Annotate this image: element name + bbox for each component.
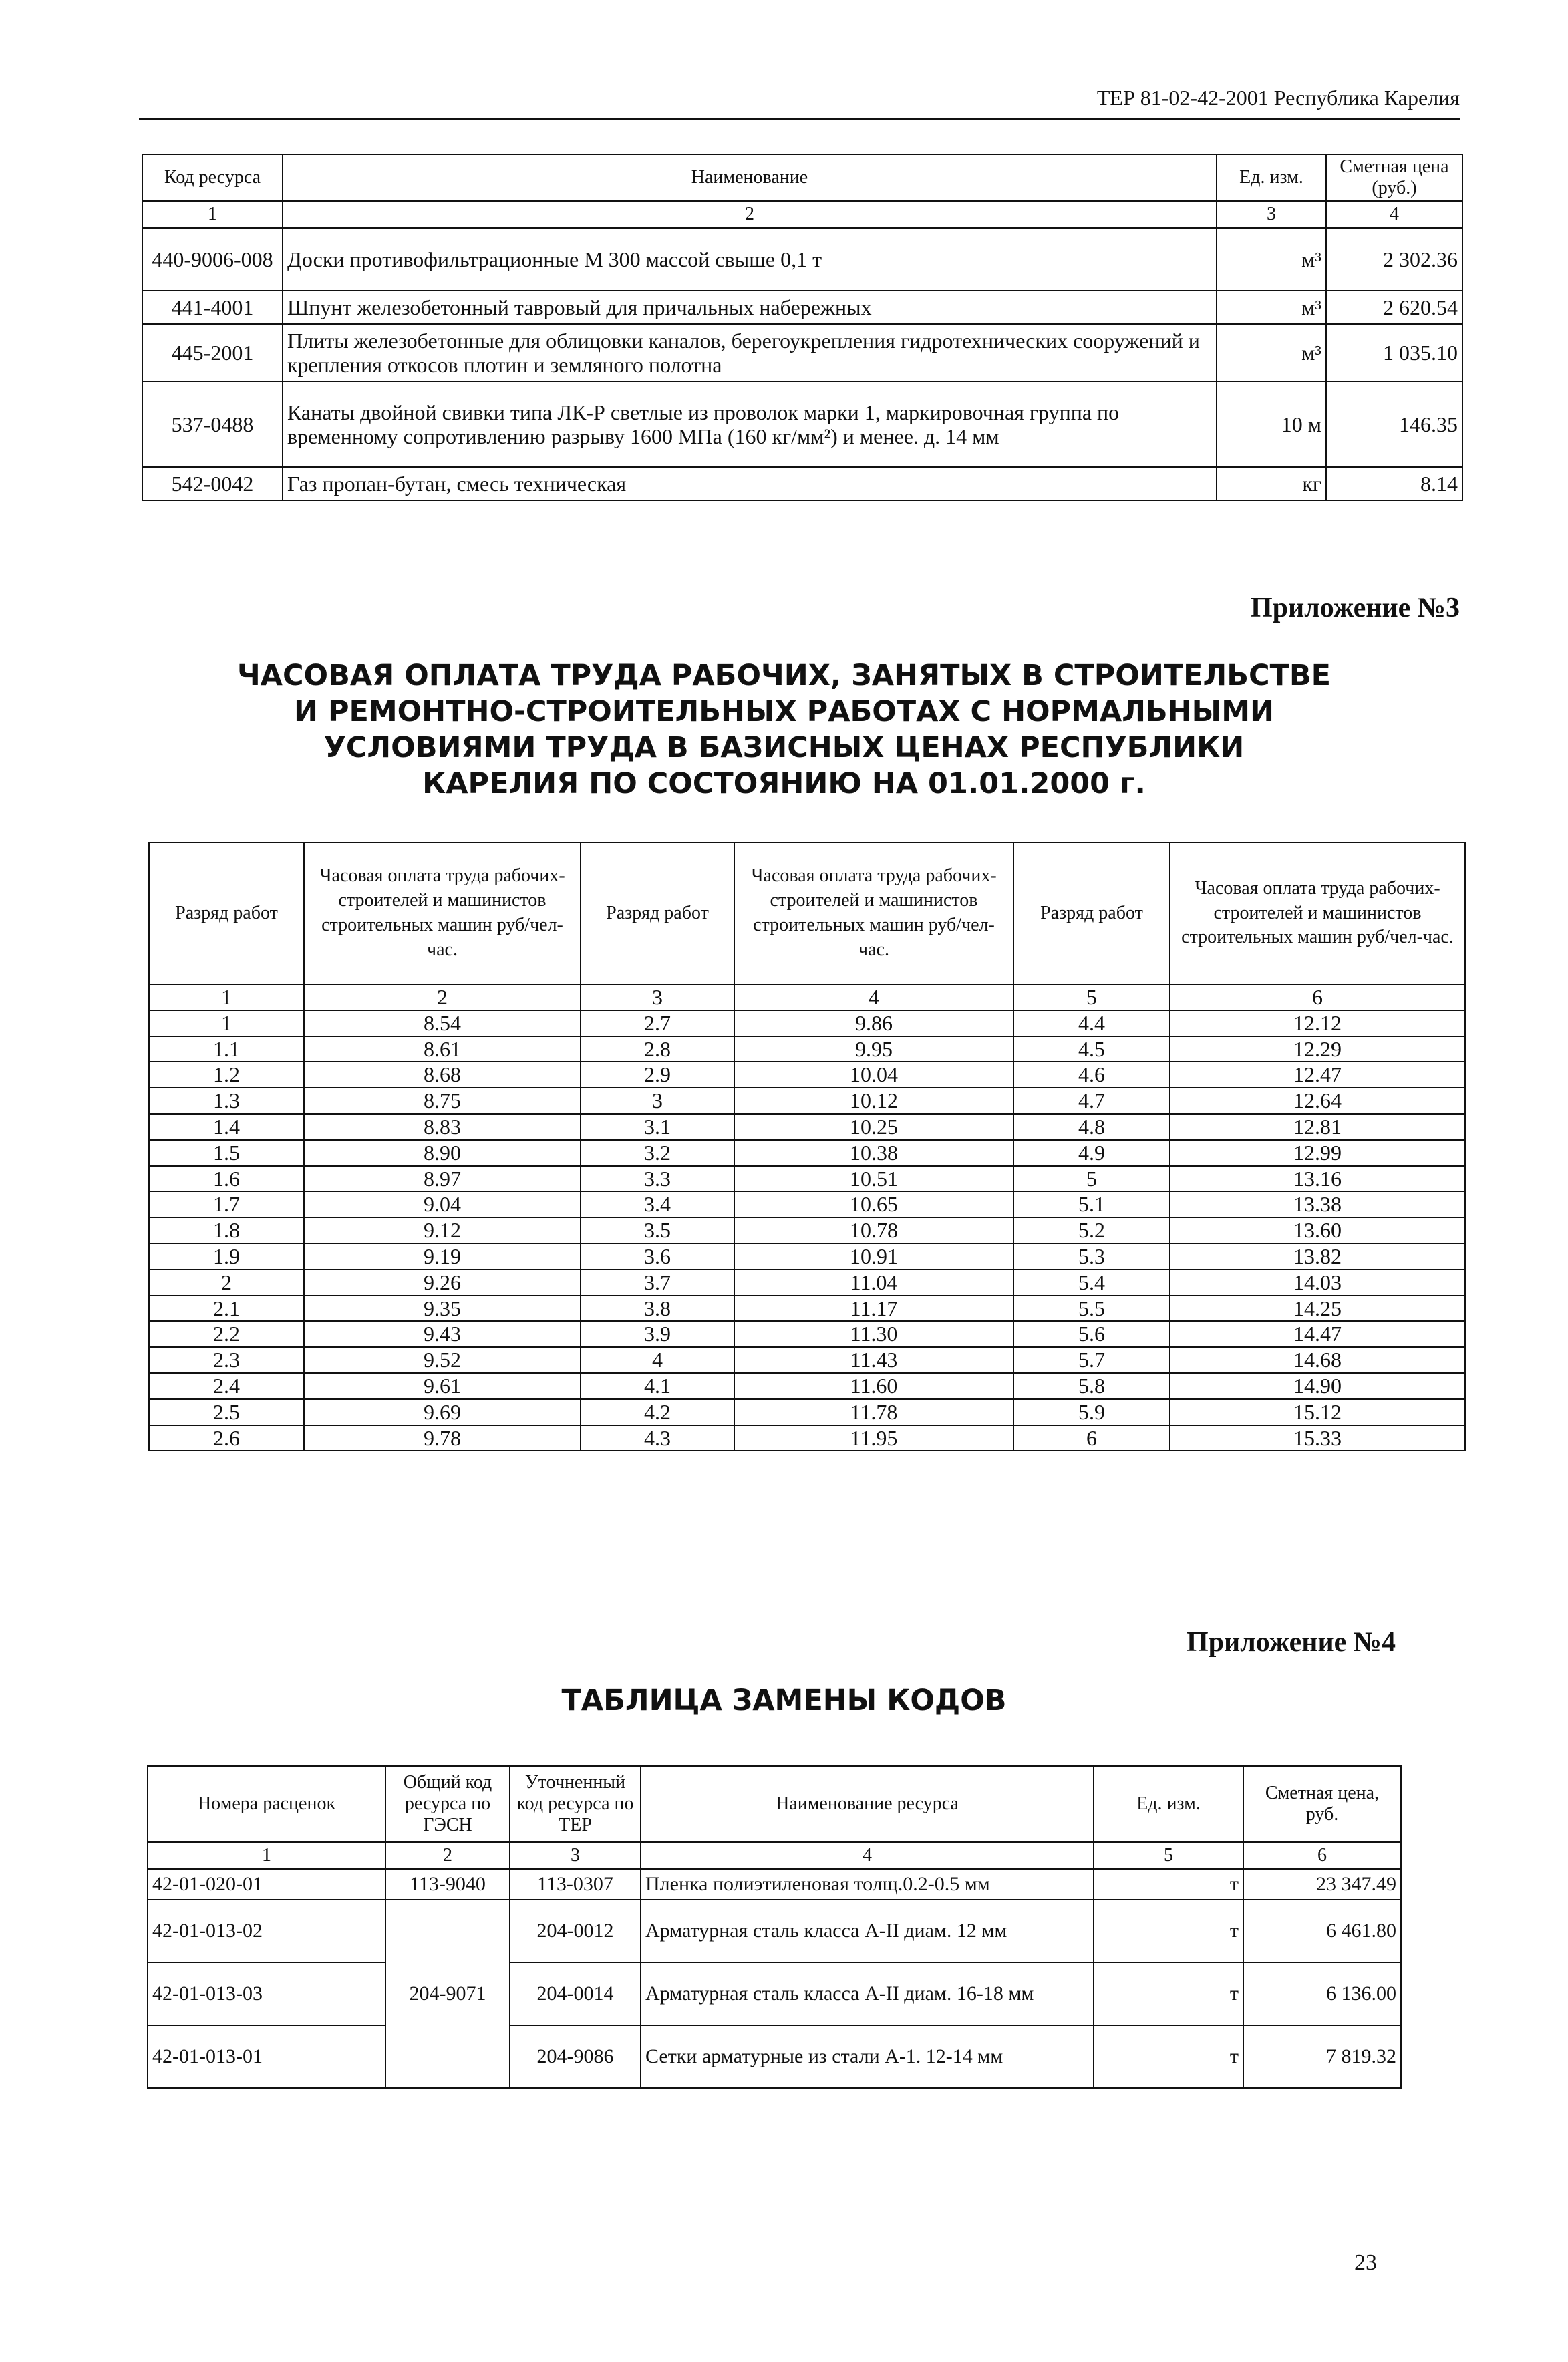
pay-value: 14.68 [1170,1347,1465,1373]
grade-value: 3.9 [581,1321,734,1347]
table-row [148,1962,1401,2025]
pay-value: 13.60 [1170,1217,1465,1243]
table-row [149,1166,1465,1192]
grade-value: 4.4 [1013,1010,1170,1036]
resource-name: Газ пропан-бутан, смесь техническая [283,467,1217,500]
column-number: 5 [1094,1842,1243,1869]
ter-code: 204-0014 [510,1962,641,2025]
resource-name: Доски противофильтрационные М 300 массой свыше 0,1 т [283,228,1217,291]
grade-value: 1.6 [149,1166,304,1192]
column-number: 6 [1243,1842,1401,1869]
resource-code: 440-9006-008 [142,228,283,291]
table-row [148,1869,1401,1900]
table-row [142,291,1462,324]
table-row [149,1270,1465,1296]
column-number: 6 [1170,984,1465,1010]
header-cell-grade: Разряд работ [581,843,734,984]
header-rule [139,118,1460,120]
column-number: 1 [148,1842,385,1869]
column-number: 1 [142,201,283,228]
pay-value: 15.33 [1170,1425,1465,1451]
header-cell-pay: Часовая оплата труда рабочих-строителей и машинистов строительных машин руб/чел-час. [734,843,1013,984]
pay-value: 10.65 [734,1191,1013,1217]
resource-price: 7 819.32 [1243,2025,1401,2088]
pay-value: 8.54 [304,1010,581,1036]
resource-unit: т [1094,1900,1243,1962]
pay-value: 9.61 [304,1373,581,1399]
appendix-4-title: ТАБЛИЦА ЗАМЕНЫ КОДОВ [561,1684,1007,1717]
grade-value: 2.3 [149,1347,304,1373]
grade-value: 1.3 [149,1088,304,1114]
pay-value: 8.97 [304,1166,581,1192]
table-row [149,1036,1465,1062]
resource-price: 8.14 [1326,467,1462,500]
pay-value: 14.47 [1170,1321,1465,1347]
pay-value: 11.17 [734,1296,1013,1322]
resource-name: Шпунт железобетонный тавровый для причальных набережных [283,291,1217,324]
pay-value: 8.83 [304,1114,581,1140]
header-cell-ter-code: Уточненный код ресурса по ТЕР [510,1766,641,1842]
table-row [149,1114,1465,1140]
grade-value: 1.4 [149,1114,304,1140]
grade-value: 2.1 [149,1296,304,1322]
table-row [149,1217,1465,1243]
grade-value: 5 [1013,1166,1170,1192]
pay-value: 9.43 [304,1321,581,1347]
table-row [149,1140,1465,1166]
pay-value: 9.69 [304,1399,581,1425]
pay-value: 9.78 [304,1425,581,1451]
grade-value: 2.9 [581,1062,734,1088]
grade-value: 2.4 [149,1373,304,1399]
title-line: КАРЕЛИЯ ПО СОСТОЯНИЮ НА 01.01.2000 г. [422,767,1146,800]
pay-value: 10.04 [734,1062,1013,1088]
pay-value: 11.78 [734,1399,1013,1425]
title-line: УСЛОВИЯМИ ТРУДА В БАЗИСНЫХ ЦЕНАХ РЕСПУБЛИКИ [323,731,1245,764]
resource-unit: т [1094,1869,1243,1900]
resource-unit: м³ [1217,228,1326,291]
resource-price: 6 461.80 [1243,1900,1401,1962]
grade-value: 5.4 [1013,1270,1170,1296]
resource-unit: кг [1217,467,1326,500]
ter-code: 204-9086 [510,2025,641,2088]
resource-unit: м³ [1217,324,1326,382]
grade-value: 3.6 [581,1243,734,1270]
table-row [142,467,1462,500]
pay-value: 9.86 [734,1010,1013,1036]
grade-value: 5.8 [1013,1373,1170,1399]
grade-value: 4.5 [1013,1036,1170,1062]
rate-number: 42-01-013-02 [148,1900,385,1962]
resource-unit: т [1094,2025,1243,2088]
grade-value: 1 [149,1010,304,1036]
column-number: 4 [641,1842,1094,1869]
grade-value: 6 [1013,1425,1170,1451]
pay-value: 13.38 [1170,1191,1465,1217]
resource-price: 1 035.10 [1326,324,1462,382]
pay-value: 15.12 [1170,1399,1465,1425]
header-cell-grade: Разряд работ [1013,843,1170,984]
column-number: 2 [385,1842,510,1869]
table-header-row [148,1766,1401,1842]
grade-value: 3.7 [581,1270,734,1296]
ter-code: 204-0012 [510,1900,641,1962]
pay-value: 10.51 [734,1166,1013,1192]
table-row [149,1010,1465,1036]
grade-value: 4.6 [1013,1062,1170,1088]
resource-price: 6 136.00 [1243,1962,1401,2025]
table-row [149,1243,1465,1270]
grade-value: 3.5 [581,1217,734,1243]
pay-value: 14.25 [1170,1296,1465,1322]
resource-name: Пленка полиэтиленовая толщ.0.2-0.5 мм [641,1869,1094,1900]
grade-value: 4.8 [1013,1114,1170,1140]
grade-value: 5.5 [1013,1296,1170,1322]
pay-value: 9.04 [304,1191,581,1217]
header-cell-rate: Номера расценок [148,1766,385,1842]
grade-value: 3 [581,1088,734,1114]
header-cell-code: Код ресурса [142,154,283,201]
title-line: ЧАСОВАЯ ОПЛАТА ТРУДА РАБОЧИХ, ЗАНЯТЫХ В СТРОИТЕЛЬСТВЕ [237,659,1331,692]
grade-value: 5.9 [1013,1399,1170,1425]
header-cell-gesn-code: Общий код ресурса по ГЭСН [385,1766,510,1842]
header-cell-grade: Разряд работ [149,843,304,984]
resource-unit: м³ [1217,291,1326,324]
table-row [149,1062,1465,1088]
pay-value: 12.99 [1170,1140,1465,1166]
running-header: ТЕР 81-02-42-2001 Республика Карелия [1096,86,1460,110]
pay-value: 8.68 [304,1062,581,1088]
pay-value: 12.29 [1170,1036,1465,1062]
column-number: 3 [510,1842,641,1869]
ter-code: 113-0307 [510,1869,641,1900]
grade-value: 5.6 [1013,1321,1170,1347]
pay-value: 13.16 [1170,1166,1465,1192]
header-cell-unit: Ед. изм. [1217,154,1326,201]
resource-unit: т [1094,1962,1243,2025]
gesn-code: 204-9071 [385,1900,510,2088]
header-cell-unit: Ед. изм. [1094,1766,1243,1842]
gesn-code: 113-9040 [385,1869,510,1900]
grade-value: 2.7 [581,1010,734,1036]
rate-number: 42-01-020-01 [148,1869,385,1900]
pay-value: 14.03 [1170,1270,1465,1296]
header-cell-pay: Часовая оплата труда рабочих-строителей и машинистов строительных машин руб/чел-час. [1170,843,1465,984]
resource-price-table [142,154,1463,501]
grade-value: 1.9 [149,1243,304,1270]
pay-value: 10.91 [734,1243,1013,1270]
pay-value: 11.30 [734,1321,1013,1347]
table-row [149,1347,1465,1373]
column-number: 2 [283,201,1217,228]
pay-value: 10.25 [734,1114,1013,1140]
pay-value: 10.12 [734,1088,1013,1114]
table-row [142,382,1462,467]
appendix-3-title [0,657,1568,802]
resource-name: Сетки арматурные из стали А-1. 12-14 мм [641,2025,1094,2088]
pay-value: 8.61 [304,1036,581,1062]
table-header-row [142,154,1462,201]
rate-number: 42-01-013-01 [148,2025,385,2088]
grade-value: 5.3 [1013,1243,1170,1270]
grade-value: 4 [581,1347,734,1373]
header-cell-price: Сметная цена (руб.) [1326,154,1462,201]
grade-value: 3.1 [581,1114,734,1140]
resource-price: 2 302.36 [1326,228,1462,291]
grade-value: 2.5 [149,1399,304,1425]
pay-value: 14.90 [1170,1373,1465,1399]
column-number-row [148,1842,1401,1869]
pay-value: 11.60 [734,1373,1013,1399]
grade-value: 5.1 [1013,1191,1170,1217]
grade-value: 1.5 [149,1140,304,1166]
column-number-row [149,984,1465,1010]
code-replacement-table [147,1765,1402,2089]
rate-number: 42-01-013-03 [148,1962,385,2025]
pay-value: 12.64 [1170,1088,1465,1114]
grade-value: 4.7 [1013,1088,1170,1114]
appendix-3-label: Приложение №3 [1250,593,1460,623]
table-row [149,1425,1465,1451]
column-number: 3 [581,984,734,1010]
pay-value: 13.82 [1170,1243,1465,1270]
grade-value: 4.9 [1013,1140,1170,1166]
pay-value: 8.75 [304,1088,581,1114]
pay-value: 11.95 [734,1425,1013,1451]
grade-value: 1.2 [149,1062,304,1088]
table-row [149,1191,1465,1217]
table-row [142,228,1462,291]
title-line: И РЕМОНТНО-СТРОИТЕЛЬНЫХ РАБОТАХ С НОРМАЛЬНЫМИ [293,695,1275,728]
grade-value: 4.3 [581,1425,734,1451]
table-row [148,1900,1401,1962]
resource-code: 537-0488 [142,382,283,467]
column-number-row [142,201,1462,228]
resource-name: Арматурная сталь класса А-II диам. 12 мм [641,1900,1094,1962]
column-number: 1 [149,984,304,1010]
table-row [142,324,1462,382]
table-header-row [149,843,1465,984]
pay-value: 9.95 [734,1036,1013,1062]
column-number: 2 [304,984,581,1010]
pay-value: 11.04 [734,1270,1013,1296]
grade-value: 3.2 [581,1140,734,1166]
pay-value: 9.52 [304,1347,581,1373]
grade-value: 2.8 [581,1036,734,1062]
resource-price: 23 347.49 [1243,1869,1401,1900]
grade-value: 3.3 [581,1166,734,1192]
appendix-4-label: Приложение №4 [1186,1627,1396,1658]
pay-value: 9.35 [304,1296,581,1322]
pay-value: 12.47 [1170,1062,1465,1088]
header-cell-price: Сметная цена, руб. [1243,1766,1401,1842]
grade-value: 2 [149,1270,304,1296]
table-row [148,2025,1401,2088]
header-cell-name: Наименование [283,154,1217,201]
pay-value: 10.78 [734,1217,1013,1243]
grade-value: 1.1 [149,1036,304,1062]
table-row [149,1296,1465,1322]
table-row [149,1088,1465,1114]
pay-value: 10.38 [734,1140,1013,1166]
grade-value: 5.2 [1013,1217,1170,1243]
pay-value: 9.19 [304,1243,581,1270]
grade-value: 1.8 [149,1217,304,1243]
grade-value: 4.2 [581,1399,734,1425]
header-cell-pay: Часовая оплата труда рабочих-строителей и машинистов строительных машин руб/чел-час. [304,843,581,984]
resource-name: Плиты железобетонные для облицовки каналов, берегоукрепления гидротехнических сооружений и крепления откосов плотин и земляного полотна [283,324,1217,382]
table-row [149,1373,1465,1399]
column-number: 4 [734,984,1013,1010]
resource-unit: 10 м [1217,382,1326,467]
grade-value: 2.2 [149,1321,304,1347]
table-row [149,1399,1465,1425]
grade-value: 3.8 [581,1296,734,1322]
pay-value: 11.43 [734,1347,1013,1373]
resource-code: 542-0042 [142,467,283,500]
resource-code: 441-4001 [142,291,283,324]
column-number: 3 [1217,201,1326,228]
pay-value: 9.12 [304,1217,581,1243]
column-number: 5 [1013,984,1170,1010]
hourly-pay-table [148,842,1466,1451]
grade-value: 3.4 [581,1191,734,1217]
table-row [149,1321,1465,1347]
grade-value: 1.7 [149,1191,304,1217]
pay-value: 12.81 [1170,1114,1465,1140]
grade-value: 2.6 [149,1425,304,1451]
grade-value: 4.1 [581,1373,734,1399]
resource-code: 445-2001 [142,324,283,382]
resource-price: 146.35 [1326,382,1462,467]
resource-name: Арматурная сталь класса А-II диам. 16-18 мм [641,1962,1094,2025]
pay-value: 8.90 [304,1140,581,1166]
pay-value: 9.26 [304,1270,581,1296]
resource-name: Канаты двойной свивки типа ЛК-Р светлые из проволок марки 1, маркировочная группа по временному сопротивлению разрыву 1600 МПа (160 кг/мм²) и менее. д. 14 мм [283,382,1217,467]
page-number: 23 [1354,2250,1377,2275]
header-cell-resource-name: Наименование ресурса [641,1766,1094,1842]
column-number: 4 [1326,201,1462,228]
pay-value: 12.12 [1170,1010,1465,1036]
grade-value: 5.7 [1013,1347,1170,1373]
resource-price: 2 620.54 [1326,291,1462,324]
